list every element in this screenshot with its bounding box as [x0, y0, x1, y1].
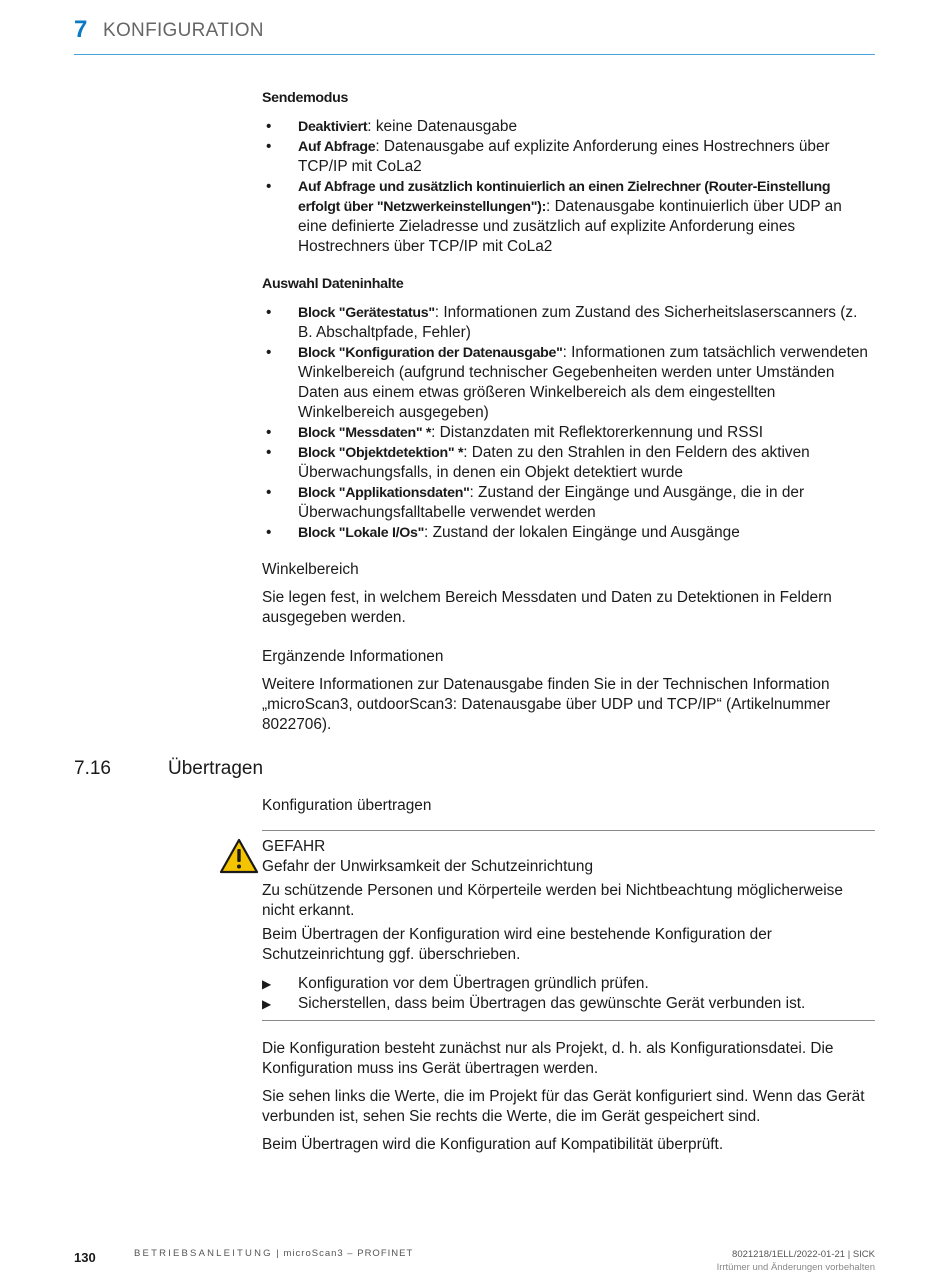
bullet-dot: • [266, 118, 272, 135]
list-item [262, 423, 875, 443]
body-paragraph: Sie sehen links die Werte, die im Projekt für das Gerät konfiguriert sind. Wenn das Gerät verbunden ist, sehen Sie rechts die Werte, die im Gerät gespeichert sind. [262, 1088, 865, 1125]
body-paragraph: Beim Übertragen wird die Konfiguration auf Kompatibilität überprüft. [262, 1136, 724, 1153]
sendemodus-list [262, 117, 875, 257]
item-term: Block "Gerätestatus" [298, 305, 435, 321]
sendemodus-heading: Sendemodus [262, 90, 349, 106]
konfig-heading: Konfiguration übertragen [262, 797, 432, 814]
footer-disclaimer: Irrtümer und Änderungen vorbehalten [716, 1262, 875, 1273]
warning-triangle-icon [219, 838, 259, 874]
item-term: Auf Abfrage [298, 139, 376, 155]
item-term: Block "Lokale I/Os" [298, 525, 425, 541]
ergaenzend-heading: Ergänzende Informationen [262, 648, 444, 665]
item-text: : Distanzdaten mit Reflektorerkennung und RSSI [431, 424, 764, 441]
footer-doc-info [134, 1248, 413, 1259]
section-title: Übertragen [168, 758, 264, 779]
item-text: : Datenausgabe auf explizite Anforderung eines Hostrechners über TCP/IP mit CoLa2 [298, 138, 830, 175]
bullet-dot: • [266, 444, 272, 461]
sendemodus-block [262, 88, 875, 257]
body-text-block [262, 1039, 875, 1155]
action-item [262, 974, 875, 994]
footer-doc-id: 8021218/1ELL/2022-01-21 | SICK [732, 1249, 875, 1260]
footer-doc-type: BETRIEBSANLEITUNG [134, 1248, 273, 1259]
list-item [262, 137, 875, 177]
item-text: : Daten zu den Strahlen in den Feldern des aktiven Überwachungsfalls, in denen ein Objekt detektiert wurde [298, 444, 810, 481]
action-text: Konfiguration vor dem Übertragen gründlich prüfen. [298, 975, 649, 992]
warning-actions [262, 974, 875, 1014]
warning-paragraph-1: Zu schützende Personen und Körperteile werden bei Nichtbeachtung möglicherweise nicht erkannt. [262, 882, 843, 919]
warning-paragraph-2: Beim Übertragen der Konfiguration wird eine bestehende Konfiguration der Schutzeinrichtung ggf. überschrieben. [262, 926, 772, 963]
item-text: : Informationen zum Zustand des Sicherheitslaserscanners (z. B. Abschaltpfade, Fehler) [298, 304, 858, 341]
item-text: : Informationen zum tatsächlich verwendeten Winkelbereich (aufgrund technischer Gegebenheiten werden unter Umständen Daten aus einem etwas größeren Winkelbereich als dem eingestellten Winkelbereich ausgegeben) [298, 344, 868, 421]
bullet-dot: • [266, 304, 272, 321]
winkelbereich-heading: Winkelbereich [262, 561, 359, 578]
list-item [262, 483, 875, 523]
chapter-header [74, 14, 875, 55]
bullet-dot: • [266, 344, 272, 361]
action-text: Sicherstellen, dass beim Übertragen das gewünschte Gerät verbunden ist. [298, 995, 806, 1012]
action-item [262, 994, 875, 1014]
bullet-dot: • [266, 484, 272, 501]
konfig-heading-block [262, 796, 875, 816]
auswahl-heading: Auswahl Dateninhalte [262, 276, 404, 292]
list-item [262, 117, 875, 137]
item-text: : keine Datenausgabe [367, 118, 518, 135]
warning-signal-word: GEFAHR [262, 838, 326, 855]
item-term: Auf Abfrage und zusätzlich kontinuierlich an einen Zielrechner (Router-Einstellung erfolgt über "Netzwerkeinstellungen"): [298, 179, 831, 215]
ergaenzend-block [262, 647, 875, 735]
list-item [262, 303, 875, 343]
ergaenzend-text: Weitere Informationen zur Datenausgabe finden Sie in der Technischen Information „microScan3, outdoorScan3: Datenausgabe über UDP und TCP/IP“ (Artikelnummer 8022706). [262, 676, 831, 733]
triangle-right-arrow-icon: ▶ [262, 997, 272, 1011]
list-item [262, 177, 875, 257]
item-term: Block "Messdaten" * [298, 425, 432, 441]
footer-doc-product: | microScan3 – PROFINET [272, 1248, 414, 1259]
section-number: 7.16 [74, 758, 111, 779]
item-text: : Zustand der lokalen Eingänge und Ausgänge [424, 524, 740, 541]
warning-subtitle: Gefahr der Unwirksamkeit der Schutzeinrichtung [262, 858, 594, 875]
bullet-dot: • [266, 424, 272, 441]
chapter-number: 7 [74, 16, 88, 43]
triangle-right-arrow-icon: ▶ [262, 977, 272, 991]
footer-right [717, 1248, 875, 1274]
item-text: : Zustand der Eingänge und Ausgänge, die in der Überwachungsfalltabelle verwendet werden [298, 484, 805, 521]
list-item [262, 343, 875, 423]
list-item [262, 443, 875, 483]
chapter-title: KONFIGURATION [103, 20, 264, 41]
item-term: Deaktiviert [298, 119, 368, 135]
item-term: Block "Konfiguration der Datenausgabe" [298, 345, 563, 361]
body-paragraph: Die Konfiguration besteht zunächst nur als Projekt, d. h. als Konfigurationsdatei. Die Konfiguration muss ins Gerät übertragen werden. [262, 1040, 834, 1077]
auswahl-list [262, 303, 875, 543]
bullet-dot: • [266, 138, 272, 155]
winkelbereich-text: Sie legen fest, in welchem Bereich Messdaten und Daten zu Detektionen in Feldern ausgegeben werden. [262, 589, 832, 626]
bullet-dot: • [266, 178, 272, 195]
page-number: 130 [74, 1250, 96, 1265]
auswahl-block [262, 274, 875, 543]
item-term: Block "Objektdetektion" * [298, 445, 464, 461]
list-item [262, 523, 875, 543]
item-text: : Datenausgabe kontinuierlich über UDP an eine definierte Zieladresse und zusätzlich auf explizite Anforderung eines Hostrechners über TCP/IP mit CoLa2 [298, 198, 842, 255]
warning-box [262, 830, 875, 1021]
bullet-dot: • [266, 524, 272, 541]
winkelbereich-block [262, 560, 875, 628]
item-term: Block "Applikationsdaten" [298, 485, 470, 501]
